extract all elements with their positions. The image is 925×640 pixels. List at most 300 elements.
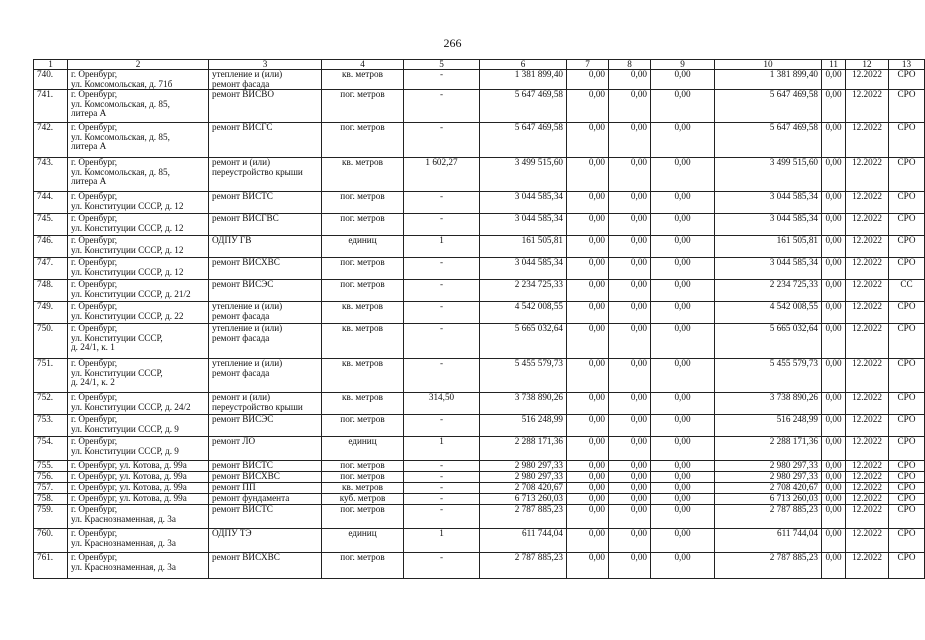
deadline-cell: 12.2022 (846, 553, 889, 579)
fund-cell: 0,00 (651, 214, 715, 236)
table-row (34, 483, 925, 494)
col-header: 8 (609, 60, 651, 70)
fund-cell: 0,00 (822, 192, 846, 214)
deadline-cell: 12.2022 (846, 214, 889, 236)
cost-cell: 3 044 585,34 (480, 214, 567, 236)
quantity-cell: - (404, 214, 480, 236)
row-number-cell: 740. (34, 70, 68, 90)
fund-cell: 0,00 (651, 529, 715, 553)
deadline-cell: 12.2022 (846, 302, 889, 324)
fund-cell: 0,00 (609, 280, 651, 302)
fund-cell: 0,00 (609, 415, 651, 437)
cost-cell: 3 044 585,34 (480, 258, 567, 280)
address-cell: г. Оренбург, ул. Комсомольская, д. 85, литера А (68, 158, 209, 192)
fund-cell: 0,00 (609, 214, 651, 236)
work-type-cell: ремонт ВИСТС (209, 461, 322, 472)
deadline-cell: 12.2022 (846, 158, 889, 192)
deadline-cell: 12.2022 (846, 236, 889, 258)
method-cell: СРО (889, 494, 925, 505)
fund-cell: 0,00 (822, 236, 846, 258)
cost-total-cell: 3 044 585,34 (715, 192, 822, 214)
cost-total-cell: 611 744,04 (715, 529, 822, 553)
fund-cell: 0,00 (651, 505, 715, 529)
cost-cell: 2 980 297,33 (480, 461, 567, 472)
row-number-cell: 757. (34, 483, 68, 494)
cost-total-cell: 2 787 885,23 (715, 553, 822, 579)
cost-total-cell: 2 980 297,33 (715, 472, 822, 483)
fund-cell: 0,00 (651, 494, 715, 505)
unit-cell: пог. метров (322, 258, 404, 280)
cost-total-cell: 5 647 469,58 (715, 90, 822, 123)
unit-cell: пог. метров (322, 415, 404, 437)
fund-cell: 0,00 (567, 505, 609, 529)
cost-cell: 2 787 885,23 (480, 553, 567, 579)
table-row (34, 359, 925, 393)
table-row (34, 236, 925, 258)
work-type-cell: утепление и (или) ремонт фасада (209, 359, 322, 393)
deadline-cell: 12.2022 (846, 70, 889, 90)
unit-cell: кв. метров (322, 158, 404, 192)
unit-cell: кв. метров (322, 324, 404, 359)
quantity-cell: - (404, 258, 480, 280)
table-row (34, 324, 925, 359)
unit-cell: пог. метров (322, 505, 404, 529)
table-row (34, 553, 925, 579)
fund-cell: 0,00 (822, 90, 846, 123)
method-cell: СС (889, 280, 925, 302)
fund-cell: 0,00 (609, 393, 651, 415)
fund-cell: 0,00 (609, 236, 651, 258)
row-number-cell: 756. (34, 472, 68, 483)
fund-cell: 0,00 (609, 472, 651, 483)
method-cell: СРО (889, 123, 925, 158)
deadline-cell: 12.2022 (846, 461, 889, 472)
deadline-cell: 12.2022 (846, 123, 889, 158)
row-number-cell: 749. (34, 302, 68, 324)
row-number-cell: 758. (34, 494, 68, 505)
quantity-cell: - (404, 415, 480, 437)
method-cell: СРО (889, 437, 925, 461)
work-type-cell: ремонт ПП (209, 483, 322, 494)
fund-cell: 0,00 (609, 192, 651, 214)
deadline-cell: 12.2022 (846, 505, 889, 529)
address-cell: г. Оренбург, ул. Конституции СССР, д. 12 (68, 258, 209, 280)
address-cell: г. Оренбург, ул. Краснознаменная, д. 3а (68, 529, 209, 553)
cost-cell: 5 455 579,73 (480, 359, 567, 393)
fund-cell: 0,00 (567, 415, 609, 437)
deadline-cell: 12.2022 (846, 415, 889, 437)
table-row (34, 123, 925, 158)
address-cell: г. Оренбург, ул. Котова, д. 99а (68, 483, 209, 494)
method-cell: СРО (889, 214, 925, 236)
cost-cell: 2 708 420,67 (480, 483, 567, 494)
deadline-cell: 12.2022 (846, 494, 889, 505)
method-cell: СРО (889, 472, 925, 483)
fund-cell: 0,00 (822, 461, 846, 472)
quantity-cell: - (404, 359, 480, 393)
table-row (34, 258, 925, 280)
address-cell: г. Оренбург, ул. Комсомольская, д. 71б (68, 70, 209, 90)
cost-cell: 3 738 890,26 (480, 393, 567, 415)
row-number-cell: 752. (34, 393, 68, 415)
quantity-cell: 1 602,27 (404, 158, 480, 192)
fund-cell: 0,00 (567, 70, 609, 90)
table-row (34, 529, 925, 553)
unit-cell: пог. метров (322, 472, 404, 483)
method-cell: СРО (889, 324, 925, 359)
cost-cell: 5 647 469,58 (480, 123, 567, 158)
register-table (33, 59, 925, 579)
row-number-cell: 753. (34, 415, 68, 437)
row-number-cell: 745. (34, 214, 68, 236)
work-type-cell: ремонт фундамента (209, 494, 322, 505)
fund-cell: 0,00 (822, 214, 846, 236)
quantity-cell: - (404, 472, 480, 483)
cost-total-cell: 5 647 469,58 (715, 123, 822, 158)
cost-total-cell: 5 665 032,64 (715, 324, 822, 359)
fund-cell: 0,00 (651, 236, 715, 258)
fund-cell: 0,00 (651, 90, 715, 123)
fund-cell: 0,00 (567, 258, 609, 280)
table-row (34, 90, 925, 123)
fund-cell: 0,00 (609, 494, 651, 505)
table-row (34, 393, 925, 415)
deadline-cell: 12.2022 (846, 324, 889, 359)
fund-cell: 0,00 (567, 393, 609, 415)
fund-cell: 0,00 (651, 258, 715, 280)
cost-cell: 5 665 032,64 (480, 324, 567, 359)
fund-cell: 0,00 (567, 529, 609, 553)
deadline-cell: 12.2022 (846, 90, 889, 123)
fund-cell: 0,00 (609, 258, 651, 280)
fund-cell: 0,00 (822, 302, 846, 324)
table-row (34, 415, 925, 437)
col-header: 9 (651, 60, 715, 70)
unit-cell: кв. метров (322, 483, 404, 494)
fund-cell: 0,00 (822, 437, 846, 461)
quantity-cell: 1 (404, 529, 480, 553)
fund-cell: 0,00 (651, 324, 715, 359)
work-type-cell: ремонт ВИСХВС (209, 472, 322, 483)
fund-cell: 0,00 (651, 70, 715, 90)
row-number-cell: 760. (34, 529, 68, 553)
table-row (34, 158, 925, 192)
fund-cell: 0,00 (567, 494, 609, 505)
work-type-cell: ОДПУ ГВ (209, 236, 322, 258)
address-cell: г. Оренбург, ул. Котова, д. 99а (68, 494, 209, 505)
quantity-cell: - (404, 505, 480, 529)
fund-cell: 0,00 (567, 302, 609, 324)
row-number-cell: 748. (34, 280, 68, 302)
fund-cell: 0,00 (609, 529, 651, 553)
address-cell: г. Оренбург, ул. Комсомольская, д. 85, литера А (68, 123, 209, 158)
fund-cell: 0,00 (822, 505, 846, 529)
fund-cell: 0,00 (567, 359, 609, 393)
table-row (34, 494, 925, 505)
cost-total-cell: 2 787 885,23 (715, 505, 822, 529)
deadline-cell: 12.2022 (846, 280, 889, 302)
fund-cell: 0,00 (651, 553, 715, 579)
cost-cell: 2 980 297,33 (480, 472, 567, 483)
row-number-cell: 751. (34, 359, 68, 393)
fund-cell: 0,00 (651, 123, 715, 158)
unit-cell: пог. метров (322, 553, 404, 579)
fund-cell: 0,00 (567, 214, 609, 236)
fund-cell: 0,00 (567, 553, 609, 579)
unit-cell: единиц (322, 437, 404, 461)
address-cell: г. Оренбург, ул. Котова, д. 99а (68, 461, 209, 472)
quantity-cell: 1 (404, 437, 480, 461)
unit-cell: пог. метров (322, 461, 404, 472)
method-cell: СРО (889, 553, 925, 579)
table-row (34, 214, 925, 236)
row-number-cell: 754. (34, 437, 68, 461)
fund-cell: 0,00 (651, 461, 715, 472)
col-header: 13 (889, 60, 925, 70)
fund-cell: 0,00 (822, 280, 846, 302)
unit-cell: куб. метров (322, 494, 404, 505)
quantity-cell: - (404, 483, 480, 494)
address-cell: г. Оренбург, ул. Котова, д. 99а (68, 472, 209, 483)
address-cell: г. Оренбург, ул. Конституции СССР, д. 24/1, к. 1 (68, 324, 209, 359)
col-header: 1 (34, 60, 68, 70)
quantity-cell: - (404, 461, 480, 472)
method-cell: СРО (889, 461, 925, 472)
address-cell: г. Оренбург, ул. Краснознаменная, д. 3а (68, 553, 209, 579)
method-cell: СРО (889, 302, 925, 324)
row-number-cell: 759. (34, 505, 68, 529)
quantity-cell: - (404, 302, 480, 324)
cost-total-cell: 3 499 515,60 (715, 158, 822, 192)
quantity-cell: - (404, 70, 480, 90)
fund-cell: 0,00 (567, 280, 609, 302)
table-row (34, 437, 925, 461)
cost-total-cell: 516 248,99 (715, 415, 822, 437)
fund-cell: 0,00 (822, 70, 846, 90)
deadline-cell: 12.2022 (846, 472, 889, 483)
fund-cell: 0,00 (567, 236, 609, 258)
cost-total-cell: 161 505,81 (715, 236, 822, 258)
fund-cell: 0,00 (567, 158, 609, 192)
cost-cell: 2 234 725,33 (480, 280, 567, 302)
col-header: 7 (567, 60, 609, 70)
address-cell: г. Оренбург, ул. Конституции СССР, д. 24/2 (68, 393, 209, 415)
fund-cell: 0,00 (609, 461, 651, 472)
col-header: 11 (822, 60, 846, 70)
row-number-cell: 741. (34, 90, 68, 123)
fund-cell: 0,00 (822, 258, 846, 280)
fund-cell: 0,00 (651, 437, 715, 461)
address-cell: г. Оренбург, ул. Комсомольская, д. 85, литера А (68, 90, 209, 123)
header-row (34, 60, 925, 70)
row-number-cell: 750. (34, 324, 68, 359)
method-cell: СРО (889, 415, 925, 437)
method-cell: СРО (889, 505, 925, 529)
fund-cell: 0,00 (609, 158, 651, 192)
fund-cell: 0,00 (651, 472, 715, 483)
unit-cell: пог. метров (322, 123, 404, 158)
method-cell: СРО (889, 70, 925, 90)
fund-cell: 0,00 (567, 192, 609, 214)
unit-cell: пог. метров (322, 280, 404, 302)
address-cell: г. Оренбург, ул. Конституции СССР, д. 12 (68, 214, 209, 236)
method-cell: СРО (889, 393, 925, 415)
work-type-cell: ремонт ВИСВО (209, 90, 322, 123)
fund-cell: 0,00 (822, 324, 846, 359)
fund-cell: 0,00 (609, 90, 651, 123)
row-number-cell: 742. (34, 123, 68, 158)
fund-cell: 0,00 (567, 437, 609, 461)
address-cell: г. Оренбург, ул. Конституции СССР, д. 9 (68, 437, 209, 461)
fund-cell: 0,00 (609, 302, 651, 324)
cost-cell: 2 288 171,36 (480, 437, 567, 461)
fund-cell: 0,00 (822, 123, 846, 158)
work-type-cell: ремонт ВИСГС (209, 123, 322, 158)
deadline-cell: 12.2022 (846, 192, 889, 214)
cost-cell: 2 787 885,23 (480, 505, 567, 529)
cost-total-cell: 2 980 297,33 (715, 461, 822, 472)
cost-total-cell: 5 455 579,73 (715, 359, 822, 393)
quantity-cell: - (404, 123, 480, 158)
cost-total-cell: 3 044 585,34 (715, 258, 822, 280)
col-header: 10 (715, 60, 822, 70)
table-row (34, 505, 925, 529)
fund-cell: 0,00 (567, 483, 609, 494)
deadline-cell: 12.2022 (846, 437, 889, 461)
work-type-cell: ремонт и (или) переустройство крыши (209, 393, 322, 415)
row-number-cell: 761. (34, 553, 68, 579)
unit-cell: пог. метров (322, 214, 404, 236)
deadline-cell: 12.2022 (846, 393, 889, 415)
cost-total-cell: 3 044 585,34 (715, 214, 822, 236)
fund-cell: 0,00 (609, 359, 651, 393)
fund-cell: 0,00 (822, 529, 846, 553)
work-type-cell: ремонт ВИСХВС (209, 258, 322, 280)
unit-cell: кв. метров (322, 70, 404, 90)
work-type-cell: утепление и (или) ремонт фасада (209, 70, 322, 90)
fund-cell: 0,00 (651, 192, 715, 214)
fund-cell: 0,00 (822, 483, 846, 494)
table-row (34, 192, 925, 214)
deadline-cell: 12.2022 (846, 483, 889, 494)
row-number-cell: 743. (34, 158, 68, 192)
row-number-cell: 746. (34, 236, 68, 258)
cost-total-cell: 2 708 420,67 (715, 483, 822, 494)
method-cell: СРО (889, 236, 925, 258)
address-cell: г. Оренбург, ул. Краснознаменная, д. 3а (68, 505, 209, 529)
method-cell: СРО (889, 529, 925, 553)
method-cell: СРО (889, 158, 925, 192)
method-cell: СРО (889, 90, 925, 123)
method-cell: СРО (889, 359, 925, 393)
deadline-cell: 12.2022 (846, 258, 889, 280)
col-header: 3 (209, 60, 322, 70)
unit-cell: единиц (322, 529, 404, 553)
deadline-cell: 12.2022 (846, 359, 889, 393)
fund-cell: 0,00 (651, 483, 715, 494)
unit-cell: единиц (322, 236, 404, 258)
work-type-cell: ремонт ВИСХВС (209, 553, 322, 579)
unit-cell: пог. метров (322, 90, 404, 123)
page-number: 266 (443, 36, 462, 50)
table-row (34, 461, 925, 472)
cost-total-cell: 2 234 725,33 (715, 280, 822, 302)
cost-cell: 516 248,99 (480, 415, 567, 437)
address-cell: г. Оренбург, ул. Конституции СССР, д. 24/1, к. 2 (68, 359, 209, 393)
row-number-cell: 744. (34, 192, 68, 214)
fund-cell: 0,00 (609, 70, 651, 90)
address-cell: г. Оренбург, ул. Конституции СССР, д. 9 (68, 415, 209, 437)
fund-cell: 0,00 (651, 280, 715, 302)
row-number-cell: 755. (34, 461, 68, 472)
fund-cell: 0,00 (567, 90, 609, 123)
quantity-cell: - (404, 280, 480, 302)
address-cell: г. Оренбург, ул. Конституции СССР, д. 12 (68, 236, 209, 258)
col-header: 5 (404, 60, 480, 70)
table-row (34, 472, 925, 483)
work-type-cell: ремонт ВИСЭС (209, 280, 322, 302)
fund-cell: 0,00 (822, 415, 846, 437)
fund-cell: 0,00 (651, 415, 715, 437)
fund-cell: 0,00 (567, 324, 609, 359)
unit-cell: кв. метров (322, 393, 404, 415)
table-row (34, 302, 925, 324)
work-type-cell: утепление и (или) ремонт фасада (209, 302, 322, 324)
work-type-cell: ремонт ВИСЭС (209, 415, 322, 437)
unit-cell: кв. метров (322, 302, 404, 324)
address-cell: г. Оренбург, ул. Конституции СССР, д. 22 (68, 302, 209, 324)
work-type-cell: ремонт и (или) переустройство крыши (209, 158, 322, 192)
deadline-cell: 12.2022 (846, 529, 889, 553)
cost-total-cell: 1 381 899,40 (715, 70, 822, 90)
work-type-cell: ремонт ВИСТС (209, 505, 322, 529)
cost-cell: 3 499 515,60 (480, 158, 567, 192)
cost-cell: 6 713 260,03 (480, 494, 567, 505)
table-row (34, 280, 925, 302)
quantity-cell: - (404, 90, 480, 123)
fund-cell: 0,00 (822, 494, 846, 505)
method-cell: СРО (889, 258, 925, 280)
fund-cell: 0,00 (567, 461, 609, 472)
work-type-cell: ОДПУ ТЭ (209, 529, 322, 553)
fund-cell: 0,00 (822, 553, 846, 579)
col-header: 6 (480, 60, 567, 70)
cost-cell: 161 505,81 (480, 236, 567, 258)
fund-cell: 0,00 (651, 359, 715, 393)
fund-cell: 0,00 (609, 505, 651, 529)
quantity-cell: - (404, 553, 480, 579)
unit-cell: кв. метров (322, 359, 404, 393)
fund-cell: 0,00 (822, 158, 846, 192)
fund-cell: 0,00 (567, 472, 609, 483)
quantity-cell: 314,50 (404, 393, 480, 415)
cost-cell: 1 381 899,40 (480, 70, 567, 90)
row-number-cell: 747. (34, 258, 68, 280)
quantity-cell: - (404, 192, 480, 214)
fund-cell: 0,00 (609, 483, 651, 494)
cost-total-cell: 2 288 171,36 (715, 437, 822, 461)
fund-cell: 0,00 (609, 553, 651, 579)
fund-cell: 0,00 (609, 123, 651, 158)
quantity-cell: - (404, 324, 480, 359)
method-cell: СРО (889, 483, 925, 494)
cost-total-cell: 4 542 008,55 (715, 302, 822, 324)
col-header: 4 (322, 60, 404, 70)
cost-cell: 611 744,04 (480, 529, 567, 553)
address-cell: г. Оренбург, ул. Конституции СССР, д. 12 (68, 192, 209, 214)
table-row (34, 70, 925, 90)
col-header: 12 (846, 60, 889, 70)
